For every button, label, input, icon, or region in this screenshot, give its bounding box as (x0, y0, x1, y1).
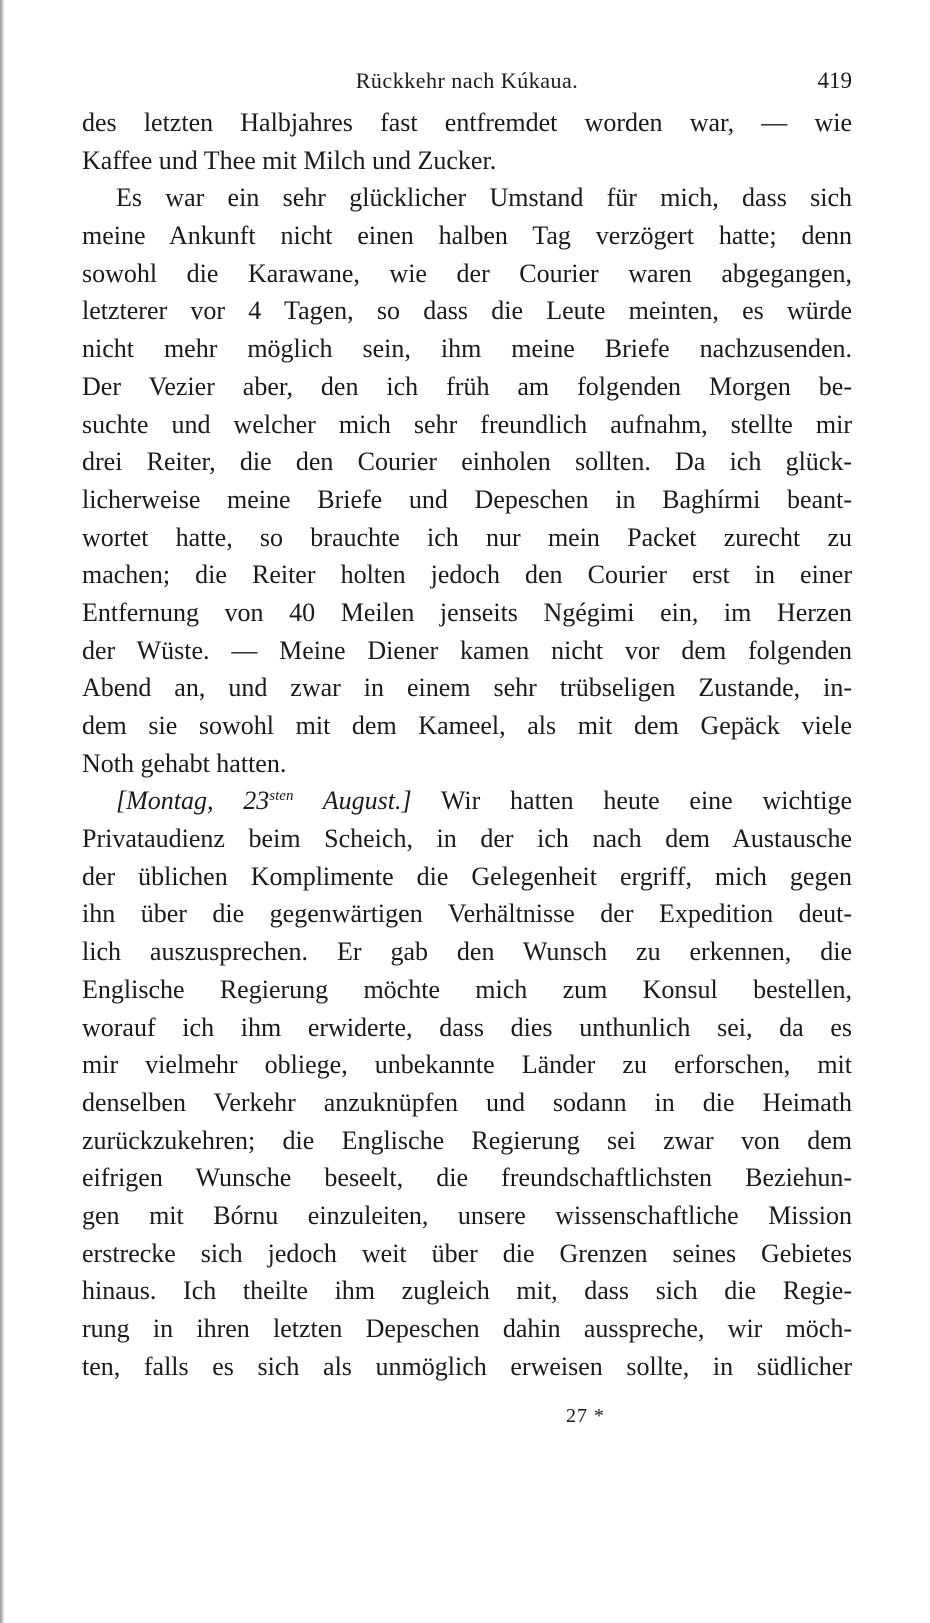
signature-mark: 27 * (566, 1405, 605, 1427)
text-line: machen; die Reiter holten jedoch den Courier erst in einer (82, 560, 852, 590)
text-line: meine Ankunft nicht einen halben Tag verzögert hatte; denn (82, 221, 852, 251)
text-line: ten, falls es sich als unmöglich erweisen sollte, in südlicher (82, 1351, 852, 1381)
date-close: August.] (293, 786, 412, 816)
text-line: sowohl die Karawane, wie der Courier waren abgegangen, (82, 258, 852, 288)
running-header (82, 62, 852, 104)
page-number: 419 (817, 68, 852, 93)
text-line: suchte und welcher mich sehr freundlich aufnahm, stellte mir (82, 409, 852, 439)
text-line: zurückzukehren; die Englische Regierung sei zwar von dem (82, 1125, 852, 1155)
page-edge-shadow (0, 0, 4, 1623)
date-open: [Montag, 23 (116, 786, 270, 816)
text-line: Entfernung von 40 Meilen jenseits Ngégimi ein, im Herzen (82, 597, 852, 627)
text-line: dem sie sowohl mit dem Kameel, als mit dem Gepäck viele (82, 711, 852, 740)
running-title: Rückkehr nach Kúkaua. (355, 68, 579, 93)
text-line: Der Vezier aber, den ich früh am folgenden Morgen be- (82, 371, 852, 401)
text-line: Abend an, und zwar in einem sehr trübseligen Zustande, in- (82, 673, 852, 703)
text-line: nicht mehr möglich sein, ihm meine Briefe nachzusenden. (82, 334, 852, 364)
line-rest: Wir hatten heute eine wichtige (411, 786, 853, 816)
book-page (82, 62, 852, 1385)
paragraph-3 (82, 782, 852, 1385)
text-line: denselben Verkehr anzuknüpfen und sodann in die Heimath (82, 1087, 852, 1117)
text-line: eifrigen Wunsche beseelt, die freundschaftlichsten Beziehun- (82, 1163, 852, 1193)
text-line: Englische Regierung möchte mich zum Konsul bestellen, (82, 974, 852, 1004)
text-line: letzterer vor 4 Tagen, so dass die Leute meinten, es würde (82, 296, 852, 326)
text-line: lich auszusprechen. Er gab den Wunsch zu erkennen, die (82, 937, 852, 967)
date-superscript: sten (269, 788, 294, 805)
paragraph-2 (82, 179, 852, 782)
text-line: erstrecke sich jedoch weit über die Grenzen seines Gebietes (82, 1238, 852, 1268)
date-label (116, 786, 412, 815)
paragraph-1 (82, 104, 852, 179)
text-line: rung in ihren letzten Depeschen dahin ausspreche, wir möch- (82, 1314, 852, 1343)
text-line: Noth gehabt hatten. (82, 748, 287, 778)
text-line: gen mit Bórnu einzuleiten, unsere wissenschaftliche Mission (82, 1200, 852, 1230)
text-line: des letzten Halbjahres fast entfremdet worden war, — wie (82, 108, 852, 137)
text-line: ihn über die gegenwärtigen Verhältnisse der Expedition deut- (82, 899, 852, 929)
text-line: drei Reiter, die den Courier einholen sollten. Da ich glück- (82, 447, 852, 477)
text-line: der üblichen Komplimente die Gelegenheit ergriff, mich gegen (82, 861, 852, 891)
text-line: Kaffee und Thee mit Milch und Zucker. (82, 145, 497, 175)
text-line: hinaus. Ich theilte ihm zugleich mit, dass sich die Regie- (82, 1276, 852, 1306)
text-line: worauf ich ihm erwiderte, dass dies unthunlich sei, da es (82, 1012, 852, 1042)
text-line: wortet hatte, so brauchte ich nur mein Packet zurecht zu (82, 522, 852, 552)
dated-text-line (82, 782, 852, 820)
text-line: mir vielmehr obliege, unbekannte Länder zu erforschen, mit (82, 1050, 852, 1080)
text-line: Es war ein sehr glücklicher Umstand für mich, dass sich (116, 183, 852, 213)
text-line: der Wüste. — Meine Diener kamen nicht vor dem folgenden (82, 635, 852, 665)
text-line: licherweise meine Briefe und Depeschen in Baghírmi beant- (82, 484, 852, 514)
text-line: Privataudienz beim Scheich, in der ich nach dem Austausche (82, 824, 852, 854)
